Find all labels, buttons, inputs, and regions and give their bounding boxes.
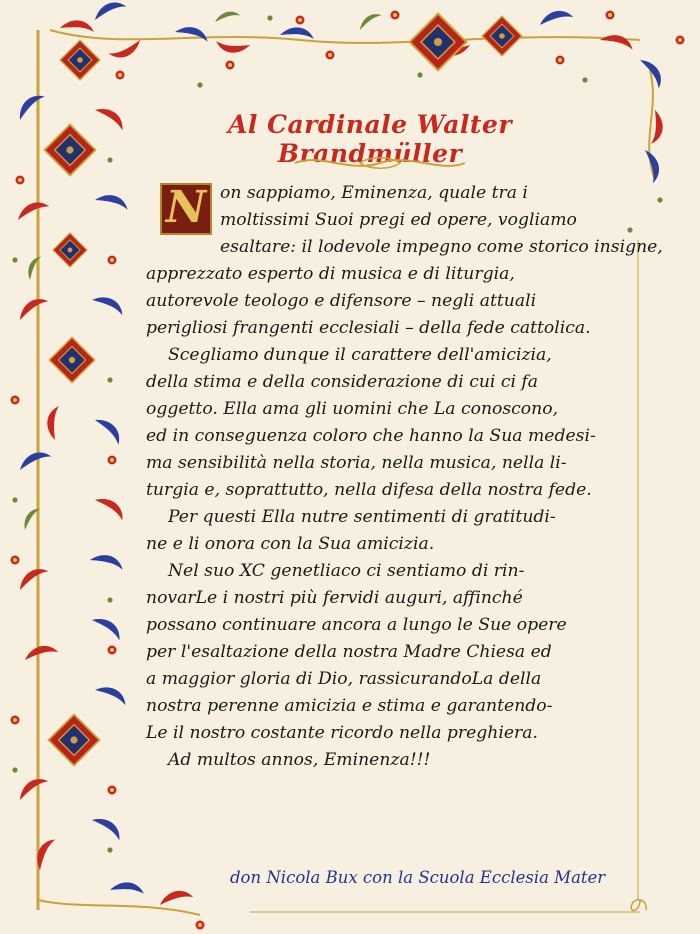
text-line: Le il nostro costante ricordo nella preghiera. [146, 723, 538, 743]
text-line: oggetto. Ella ama gli uomini che La conoscono, [146, 399, 559, 419]
paragraphs [146, 180, 663, 774]
letter-body [146, 180, 663, 774]
text-line: novarLe i nostri più fervidi auguri, affinché [146, 588, 523, 608]
text-line: ma sensibilità nella storia, nella musica, nella li- [146, 453, 567, 473]
text-line: Nel suo XC genetliaco ci sentiamo di rin- [168, 561, 525, 581]
drop-cap: N [160, 183, 212, 235]
text-line: a maggior gloria di Dio, rassicurandoLa della [146, 669, 542, 689]
signature: don Nicola Bux con la Scuola Ecclesia Mater [230, 868, 606, 887]
text-line: per l'esaltazione della nostra Madre Chiesa ed [146, 642, 552, 662]
text-line: moltissimi Suoi pregi ed opere, vogliamo [220, 210, 577, 230]
text-line: apprezzato esperto di musica e di liturgia, [146, 264, 515, 284]
letter-title: Al Cardinale Walter Brandmüller [227, 110, 513, 168]
text-line: ed in conseguenza coloro che hanno la Sua medesi- [146, 426, 596, 446]
text-line: Per questi Ella nutre sentimenti di gratitudi- [168, 507, 556, 527]
text-line: Scegliamo dunque il carattere dell'amicizia, [168, 345, 552, 365]
text-line: esaltare: il lodevole impegno come storico insigne, [220, 237, 663, 257]
text-line: turgia e, soprattutto, nella difesa della nostra fede. [146, 480, 592, 500]
text-line: on sappiamo, Eminenza, quale tra i [220, 183, 528, 203]
text-line: ne e li onora con la Sua amicizia. [146, 534, 435, 554]
text-line: della stima e della considerazione di cui ci fa [146, 372, 539, 392]
text-line: Ad multos annos, Eminenza!!! [168, 750, 431, 770]
title-flourish [290, 148, 470, 178]
text-line: autorevole teologo e difensore – negli attuali [146, 291, 537, 311]
text-line: possano continuare ancora a lungo le Sue opere [146, 615, 567, 635]
text-line: perigliosi frangenti ecclesiali – della fede cattolica. [146, 318, 591, 338]
text-line: nostra perenne amicizia e stima e garantendo- [146, 696, 553, 716]
